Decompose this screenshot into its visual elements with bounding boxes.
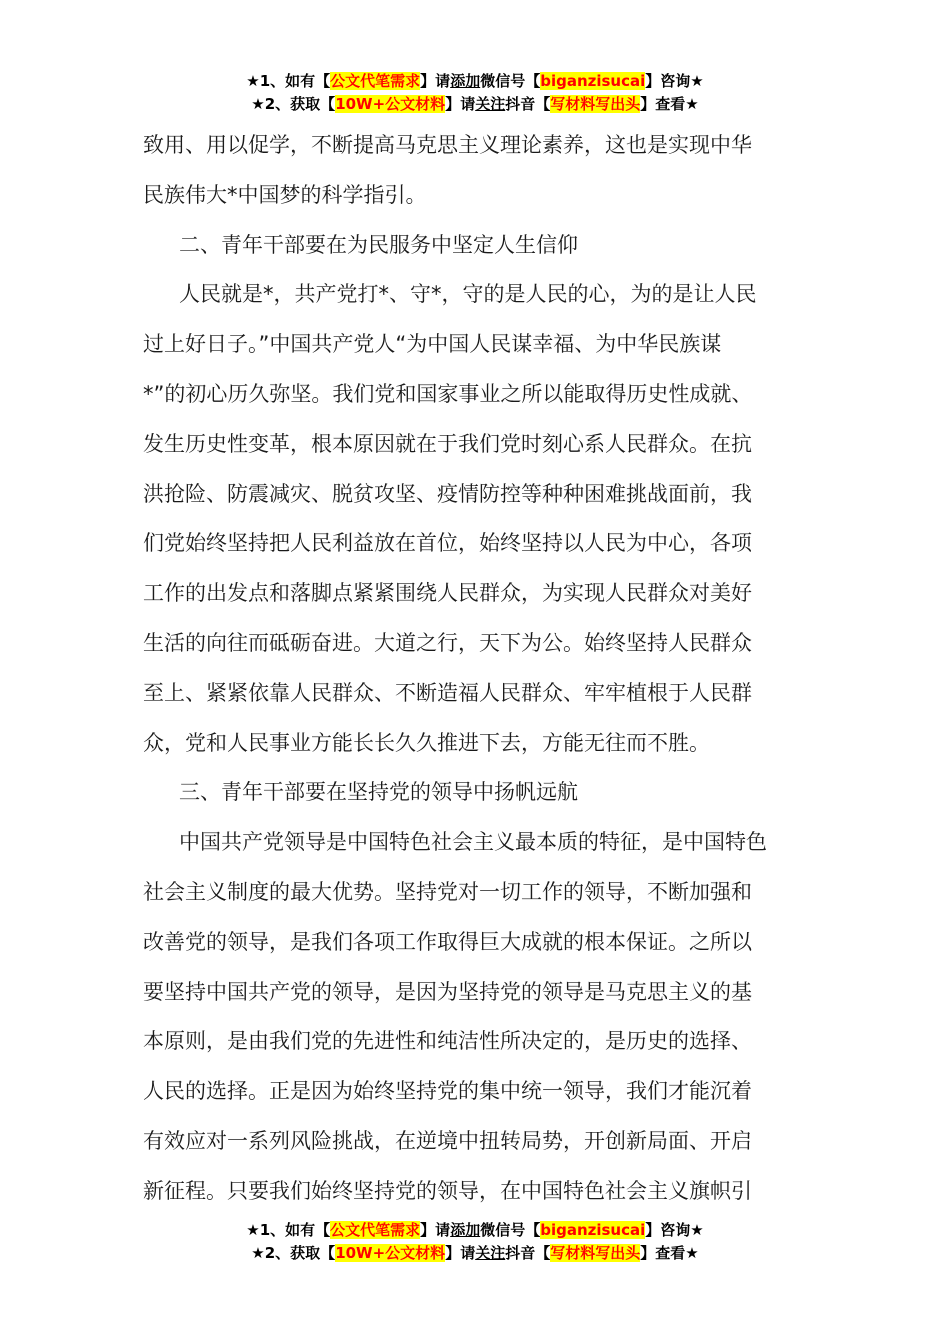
text-line: 过上好日子。”中国共产党人“为中国人民谋幸福、为中华民族谋	[143, 332, 722, 357]
banner-highlight: 公文代笔需求	[330, 1221, 421, 1239]
banner-text: 】咨询★	[645, 1221, 704, 1239]
banner-underlined: 关注	[475, 1244, 506, 1262]
footer-banner	[0, 1219, 950, 1265]
banner-text: 抖音【	[505, 1244, 551, 1262]
text-line: 有效应对一系列风险挑战，在逆境中扭转局势，开创新局面、开启	[143, 1128, 752, 1153]
section-heading-2: 二、青年干部要在为民服务中坚定人生信仰	[179, 232, 578, 257]
text-line: 生活的向往而砥砺奋进。大道之行，天下为公。始终坚持人民群众	[143, 630, 752, 655]
banner-text: ★2、获取【	[251, 1244, 336, 1262]
text-line: 人民的选择。正是因为始终坚持党的集中统一领导，我们才能沉着	[143, 1079, 752, 1104]
banner-text: 】请	[445, 1244, 476, 1262]
banner-text: 抖音【	[505, 95, 551, 113]
text-line: 要坚持中国共产党的领导，是因为坚持党的领导是马克思主义的基	[143, 979, 752, 1004]
banner-highlight: 10W+公文材料	[335, 1244, 446, 1262]
banner-text: 】查看★	[640, 1244, 699, 1262]
text-line: 工作的出发点和落脚点紧紧围绕人民群众，为实现人民群众对美好	[143, 581, 752, 606]
banner-line-2	[0, 93, 950, 116]
banner-text: 】请	[420, 1221, 451, 1239]
text-line: 洪抢险、防震减灾、脱贫攻坚、疫情防控等种种困难挑战面前，我	[143, 481, 752, 506]
header-banner	[0, 70, 950, 116]
banner-douyin-account: 写材料写出头	[550, 1244, 641, 1262]
banner-douyin-account: 写材料写出头	[550, 95, 641, 113]
banner-highlight: 公文代笔需求	[330, 72, 421, 90]
banner-text: 】请	[420, 72, 451, 90]
banner-wechat-id: biganzisucai	[540, 1221, 646, 1239]
banner-wechat-id: biganzisucai	[540, 72, 646, 90]
banner-line-1	[0, 70, 950, 93]
banner-text: 】请	[445, 95, 476, 113]
text-line: 新征程。只要我们始终坚持党的领导，在中国特色社会主义旗帜引	[143, 1178, 752, 1203]
banner-underlined: 关注	[475, 95, 506, 113]
text-line: 发生历史性变革，根本原因就在于我们党时刻心系人民群众。在抗	[143, 431, 752, 456]
banner-text: 微信号【	[480, 72, 541, 90]
banner-underlined: 添加	[450, 72, 481, 90]
text-line: 众，党和人民事业方能长长久久推进下去，方能无往而不胜。	[143, 730, 710, 755]
banner-text: 】查看★	[640, 95, 699, 113]
text-line: 本原则，是由我们党的先进性和纯洁性所决定的，是历史的选择、	[143, 1029, 752, 1054]
banner-highlight: 10W+公文材料	[335, 95, 446, 113]
banner-line-2	[0, 1242, 950, 1265]
banner-text: ★1、如有【	[246, 1221, 331, 1239]
text-line: 致用、用以促学，不断提高马克思主义理论素养，这也是实现中华	[143, 133, 752, 157]
text-line: 人民就是*，共产党打*、守*，守的是人民的心，为的是让人民	[179, 282, 757, 307]
banner-text: 】咨询★	[645, 72, 704, 90]
text-line: 民族伟大*中国梦的科学指引。	[143, 182, 427, 207]
text-line: 中国共产党领导是中国特色社会主义最本质的特征，是中国特色	[179, 830, 767, 855]
text-line: 们党始终坚持把人民利益放在首位，始终坚持以人民为中心，各项	[143, 531, 752, 556]
section-heading-3: 三、青年干部要在坚持党的领导中扬帆远航	[179, 780, 578, 805]
text-line: *”的初心历久弥坚。我们党和国家事业之所以能取得历史性成就、	[143, 381, 753, 406]
banner-underlined: 添加	[450, 1221, 481, 1239]
text-line: 改善党的领导，是我们各项工作取得巨大成就的根本保证。之所以	[143, 929, 752, 954]
banner-text: ★1、如有【	[246, 72, 331, 90]
text-line: 至上、紧紧依靠人民群众、不断造福人民群众、牢牢植根于人民群	[143, 680, 752, 705]
document-body	[143, 121, 807, 1217]
text-line: 社会主义制度的最大优势。坚持党对一切工作的领导，不断加强和	[143, 879, 752, 904]
banner-line-1	[0, 1219, 950, 1242]
banner-text: ★2、获取【	[251, 95, 336, 113]
banner-text: 微信号【	[480, 1221, 541, 1239]
